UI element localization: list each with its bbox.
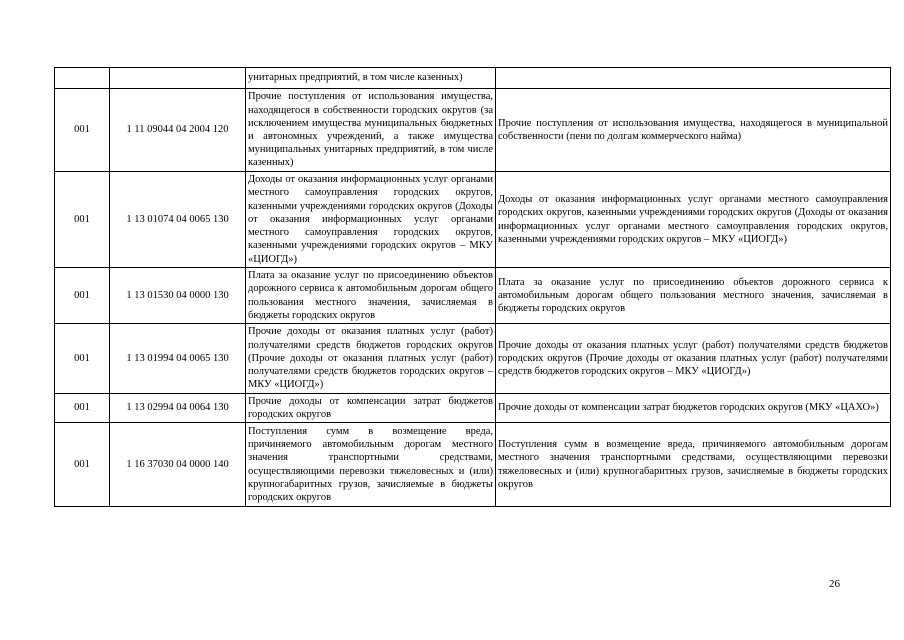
old-name-cell: Прочие доходы от оказания платных услуг (работ) получателями средств бюджетов городских округов (Прочие доходы от оказания платных услуг (работ) получателями средств бюджетов городских округов – МКУ «ЦИОГД») xyxy=(246,324,496,394)
admin-code-cell xyxy=(55,68,110,89)
old-name-cell: Прочие поступления от использования имущества, находящегося в собственности городских округов (за исключением имущества муниципальных бюджетных и автономных учреждений, а также имущества муниципальных унитарных предприятий, в том числе казенных) xyxy=(246,89,496,172)
new-name-cell: Прочие поступления от использования имущества, находящегося в муниципальной собственности (пени по долгам коммерческого найма) xyxy=(496,89,891,172)
budget-code-cell: 1 13 02994 04 0064 130 xyxy=(110,394,246,423)
budget-code-cell: 1 16 37030 04 0000 140 xyxy=(110,423,246,507)
table-row xyxy=(55,172,891,268)
old-name-cell: унитарных предприятий, в том числе казенных) xyxy=(246,68,496,89)
new-name-cell: Поступления сумм в возмещение вреда, причиняемого автомобильным дорогам местного значения транспортными средствами, осуществляющими перевозки тяжеловесных и (или) крупногабаритных грузов, зачисляемые в бюджеты городских округов xyxy=(496,423,891,507)
admin-code-cell: 001 xyxy=(55,394,110,423)
admin-code-cell: 001 xyxy=(55,423,110,507)
budget-code-cell: 1 11 09044 04 2004 120 xyxy=(110,89,246,172)
admin-code-cell: 001 xyxy=(55,172,110,268)
admin-code-cell: 001 xyxy=(55,324,110,394)
new-name-cell: Доходы от оказания информационных услуг органами местного самоуправления городских округов, казенными учреждениями городских округов (Доходы от оказания информационных услуг органами местного самоуправления городских округов, казенными учреждениями городских округов – МКУ «ЦИОГД») xyxy=(496,172,891,268)
table-row xyxy=(55,394,891,423)
admin-code-cell: 001 xyxy=(55,268,110,324)
new-name-cell: Прочие доходы от компенсации затрат бюджетов городских округов (МКУ «ЦАХО») xyxy=(496,394,891,423)
new-name-cell: Плата за оказание услуг по присоединению объектов дорожного сервиса к автомобильным дорогам общего пользования местного значения, зачисляемая в бюджеты городских округов xyxy=(496,268,891,324)
budget-code-cell: 1 13 01530 04 0000 130 xyxy=(110,268,246,324)
old-name-cell: Прочие доходы от компенсации затрат бюджетов городских округов xyxy=(246,394,496,423)
budget-code-cell: 1 13 01074 04 0065 130 xyxy=(110,172,246,268)
old-name-cell: Доходы от оказания информационных услуг органами местного самоуправления городских округов, казенными учреждениями городских округов (Доходы от оказания информационных услуг органами местного самоуправления городских округов, казенными учреждениями городских округов – МКУ «ЦИОГД») xyxy=(246,172,496,268)
table-row xyxy=(55,89,891,172)
page-number: 26 xyxy=(829,578,840,590)
table-row xyxy=(55,423,891,507)
old-name-cell: Поступления сумм в возмещение вреда, причиняемого автомобильным дорогам местного значения транспортными средствами, осуществляющими перевозки тяжеловесных и (или) крупногабаритных грузов, зачисляемые в бюджеты городских округов xyxy=(246,423,496,507)
table-row xyxy=(55,324,891,394)
table-row xyxy=(55,68,891,89)
new-name-cell: Прочие доходы от оказания платных услуг (работ) получателями средств бюджетов городских округов (Прочие доходы от оказания платных услуг (работ) получателями средств бюджетов городских округов – МКУ «ЦИОГД») xyxy=(496,324,891,394)
budget-code-cell: 1 13 01994 04 0065 130 xyxy=(110,324,246,394)
table-row xyxy=(55,268,891,324)
new-name-cell xyxy=(496,68,891,89)
revenue-codes-table xyxy=(54,67,891,507)
admin-code-cell: 001 xyxy=(55,89,110,172)
old-name-cell: Плата за оказание услуг по присоединению объектов дорожного сервиса к автомобильным дорогам общего пользования местного значения, зачисляемая в бюджеты городских округов xyxy=(246,268,496,324)
budget-code-cell xyxy=(110,68,246,89)
